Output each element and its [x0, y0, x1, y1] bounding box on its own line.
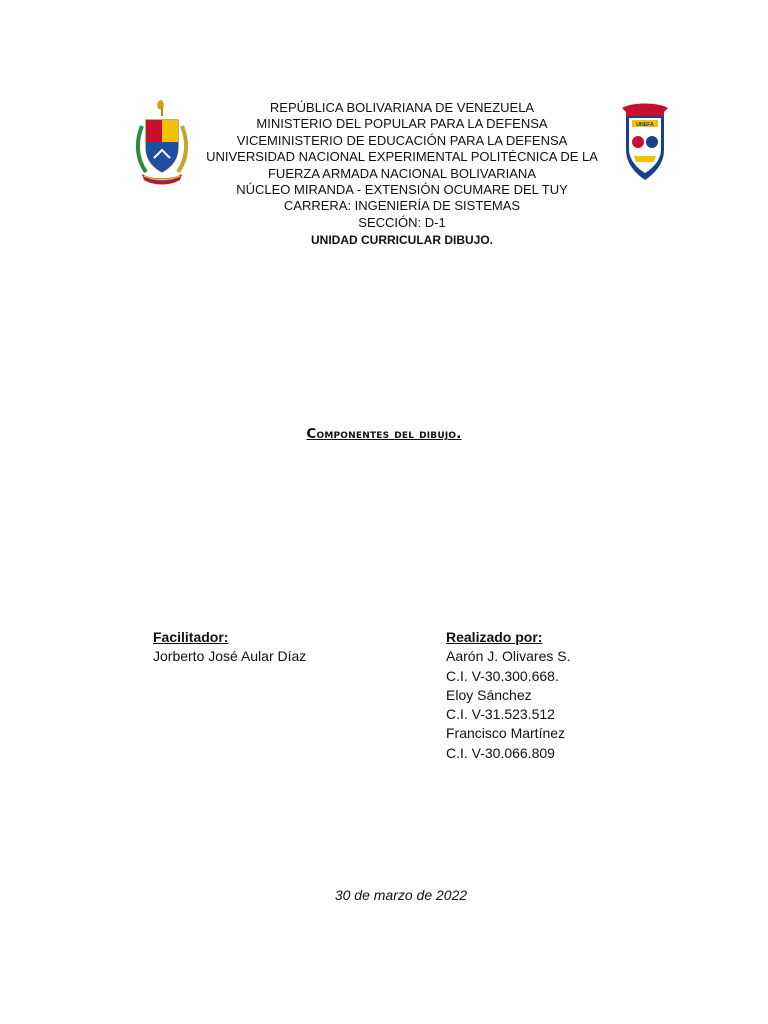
- author-line: C.I. V-30.066.809: [446, 744, 555, 761]
- header-line-campus: NÚCLEO MIRANDA - EXTENSIÓN OCUMARE DEL TUY: [236, 182, 568, 198]
- authors-label-text: Realizado por: [446, 629, 538, 645]
- author-line: Francisco Martínez: [446, 725, 566, 742]
- author-line: Eloy Sánchez: [446, 686, 532, 703]
- header-line-viceministry: VICEMINISTERIO DE EDUCACIÓN PARA LA DEFENSA: [236, 132, 568, 148]
- facilitator-label-text: Facilitador: [153, 629, 224, 645]
- authors-block: [446, 628, 571, 763]
- header-line-career: CARRERA: INGENIERÍA DE SISTEMAS: [283, 198, 521, 214]
- header-line-university: UNIVERSIDAD NACIONAL EXPERIMENTAL POLITÉCNICA DE LA: [206, 149, 598, 165]
- facilitator-name: Jorberto José Aular Díaz: [153, 648, 307, 665]
- facilitator-label: Facilitador:: [153, 629, 229, 645]
- header-line-ministry: MINISTERIO DEL POPULAR PARA LA DEFENSA: [256, 116, 548, 132]
- authors-label: Realizado por:: [446, 629, 543, 645]
- facilitator-block: [153, 628, 306, 667]
- header-line-section: SECCIÓN: D-1: [358, 214, 446, 230]
- unefa-shield-icon: [620, 102, 670, 182]
- header-line-armed-force: FUERZA ARMADA NACIONAL BOLIVARIANA: [267, 165, 536, 181]
- author-line: Aarón J. Olivares S.: [446, 648, 571, 665]
- document-date: 30 de marzo de 2022: [334, 887, 468, 903]
- header-line-republic: REPÚBLICA BOLIVARIANA DE VENEZUELA: [269, 100, 535, 115]
- venezuela-coat-of-arms-icon: [132, 96, 192, 188]
- curricular-unit: UNIDAD CURRICULAR DIBUJO.: [311, 233, 493, 248]
- institution-header: [190, 100, 614, 249]
- document-title-text: Componentes del dibujo.: [306, 426, 462, 442]
- author-line: C.I. V-30.300.668.: [446, 667, 559, 684]
- author-line: C.I. V-31.523.512: [446, 706, 555, 723]
- unefa-seal-text: UNEFA: [636, 122, 654, 128]
- document-title: [0, 426, 768, 442]
